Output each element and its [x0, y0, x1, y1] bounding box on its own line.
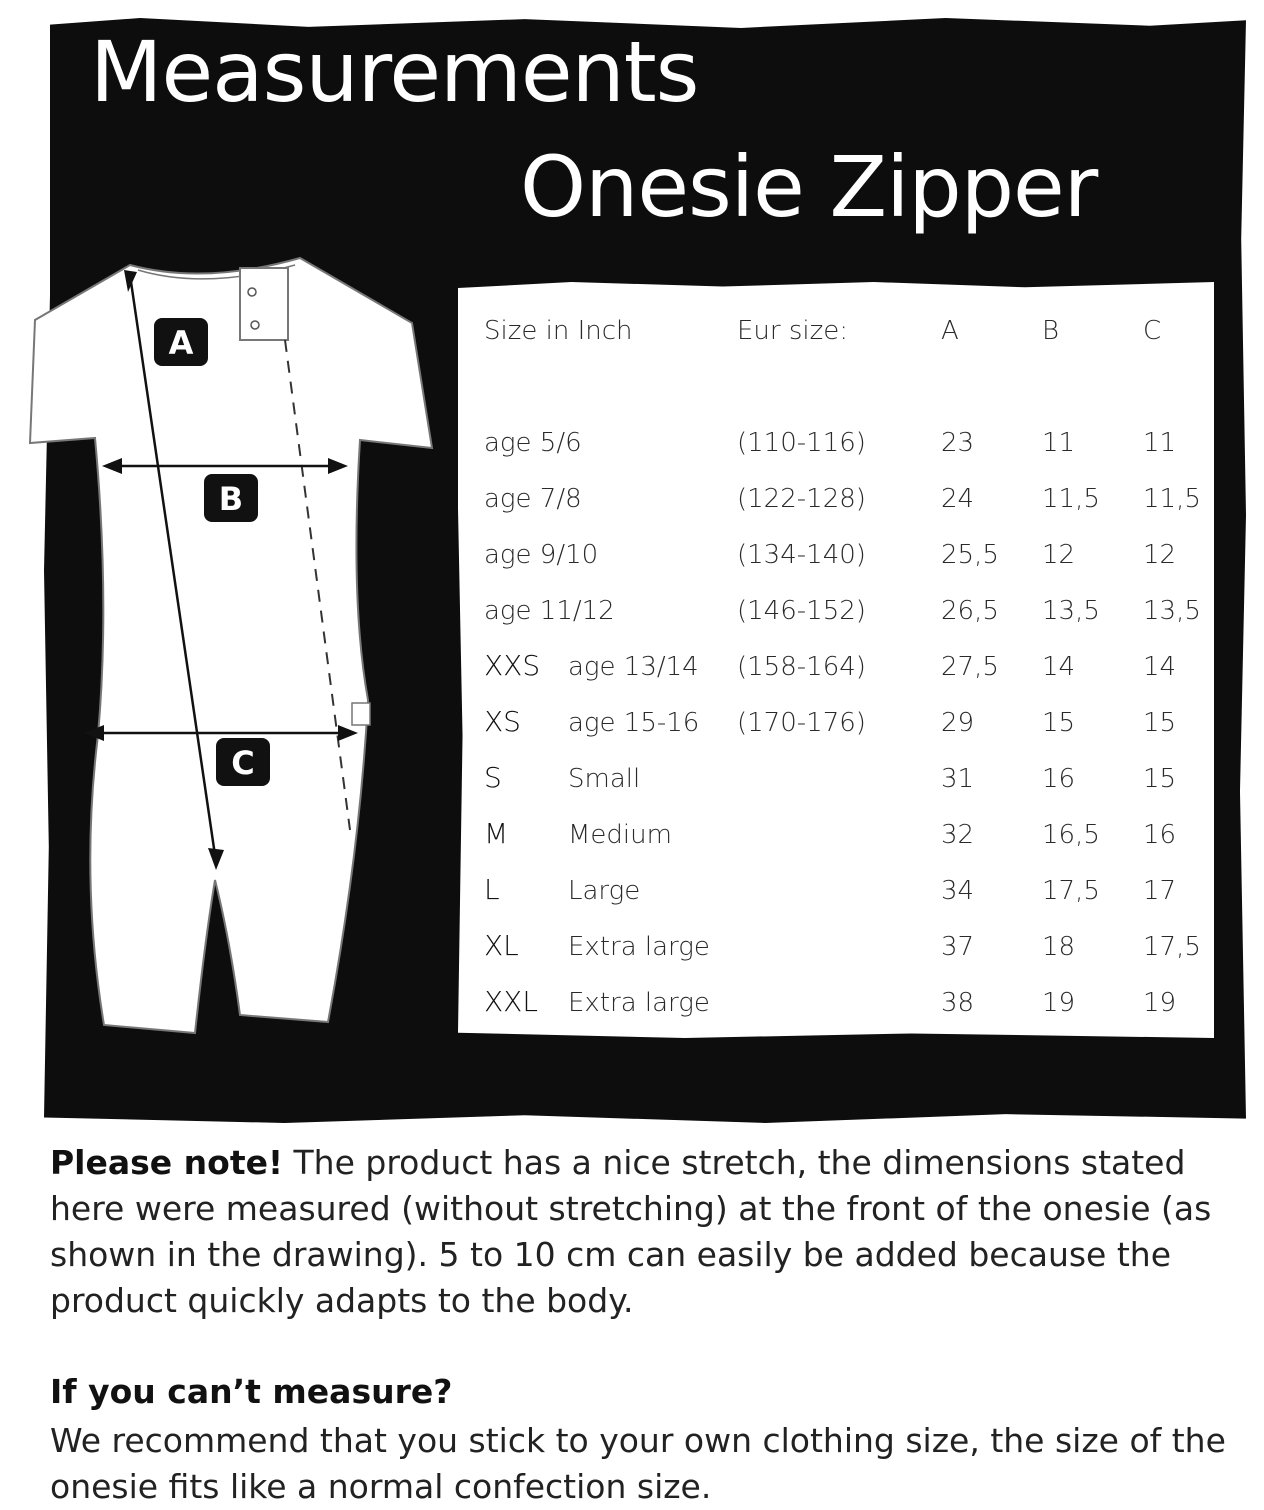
table-cell-a: 38 — [941, 988, 975, 1018]
table-cell-b: 17,5 — [1042, 876, 1100, 906]
table-cell-b: 11 — [1042, 428, 1076, 458]
table-cell-code: M — [484, 817, 509, 850]
table-cell-a: 31 — [941, 764, 975, 794]
onesie-outline — [30, 258, 432, 1033]
label-a: A — [168, 324, 194, 362]
table-cell-code: XXL — [484, 985, 538, 1018]
table-cell-b: 12 — [1042, 540, 1076, 570]
advice-answer: We recommend that you stick to your own clothing size, the size of the onesie fits like a normal confection size. — [50, 1421, 1226, 1506]
table-cell-label: Medium — [568, 820, 672, 850]
table-cell-a: 32 — [941, 820, 975, 850]
table-cell-label: Extra large — [568, 932, 710, 962]
table-cell-code: XS — [484, 705, 521, 738]
table-cell-c: 14 — [1143, 652, 1177, 682]
table-cell-c: 15 — [1143, 764, 1177, 794]
eur-size-header: Eur size: — [737, 316, 849, 346]
table-cell-eur: (110-116) — [737, 428, 866, 458]
table-cell-a: 26,5 — [941, 596, 999, 626]
table-cell-b: 11,5 — [1042, 484, 1100, 514]
table-cell-c: 16 — [1143, 820, 1177, 850]
table-cell-c: 12 — [1143, 540, 1177, 570]
table-cell-a: 27,5 — [941, 652, 999, 682]
table-cell-label: age 13/14 — [568, 652, 699, 682]
table-cell-label: age 5/6 — [484, 428, 582, 458]
table-cell-c: 17,5 — [1143, 932, 1201, 962]
table-cell-eur: (134-140) — [737, 540, 866, 570]
table-cell-a: 29 — [941, 708, 975, 738]
table-cell-eur: (122-128) — [737, 484, 866, 514]
table-cell-label: age 11/12 — [484, 596, 615, 626]
b-header: B — [1042, 316, 1060, 346]
table-cell-c: 13,5 — [1143, 596, 1201, 626]
advice-question: If you can’t measure? — [50, 1372, 453, 1411]
table-cell-b: 18 — [1042, 932, 1076, 962]
table-cell-label: age 15-16 — [568, 708, 700, 738]
table-cell-label: Small — [568, 764, 641, 794]
table-cell-c: 17 — [1143, 876, 1177, 906]
table-cell-label: Extra large — [568, 988, 710, 1018]
table-cell-b: 19 — [1042, 988, 1076, 1018]
page-subtitle: Onesie Zipper — [520, 138, 1098, 236]
table-cell-code: XXS — [484, 649, 541, 682]
table-cell-c: 19 — [1143, 988, 1177, 1018]
table-cell-b: 13,5 — [1042, 596, 1100, 626]
a-header: A — [941, 316, 959, 346]
table-cell-a: 24 — [941, 484, 975, 514]
size-in-inch-header: Size in Inch — [484, 316, 633, 346]
table-cell-a: 25,5 — [941, 540, 999, 570]
table-cell-b: 16 — [1042, 764, 1076, 794]
table-cell-a: 37 — [941, 932, 975, 962]
table-cell-a: 23 — [941, 428, 975, 458]
table-cell-eur: (158-164) — [737, 652, 866, 682]
table-cell-label: age 7/8 — [484, 484, 582, 514]
onesie-diagram — [0, 255, 450, 1085]
note-body: The product has a nice stretch, the dimensions stated here were measured (without stretching) at the front of the onesie (as shown in the drawing). 5 to 10 cm can easily be added because the product quickly adapts to the body. — [50, 1143, 1212, 1320]
c-header: C — [1143, 316, 1162, 346]
table-cell-code: L — [484, 873, 500, 906]
table-cell-a: 34 — [941, 876, 975, 906]
table-cell-b: 14 — [1042, 652, 1076, 682]
table-cell-label: age 9/10 — [484, 540, 599, 570]
table-cell-eur: (170-176) — [737, 708, 866, 738]
table-cell-code: XL — [484, 929, 519, 962]
zipper-flap — [240, 268, 288, 340]
table-cell-c: 11,5 — [1143, 484, 1201, 514]
note-lead: Please note! — [50, 1143, 284, 1182]
label-c: C — [231, 744, 255, 782]
table-cell-b: 15 — [1042, 708, 1076, 738]
stretch-note — [50, 1140, 1240, 1324]
table-cell-label: Large — [568, 876, 641, 906]
page-title: Measurements — [90, 23, 699, 121]
label-b: B — [218, 480, 244, 518]
table-cell-c: 15 — [1143, 708, 1177, 738]
table-cell-b: 16,5 — [1042, 820, 1100, 850]
table-cell-code: S — [484, 761, 502, 794]
table-cell-c: 11 — [1143, 428, 1177, 458]
table-cell-eur: (146-152) — [737, 596, 866, 626]
